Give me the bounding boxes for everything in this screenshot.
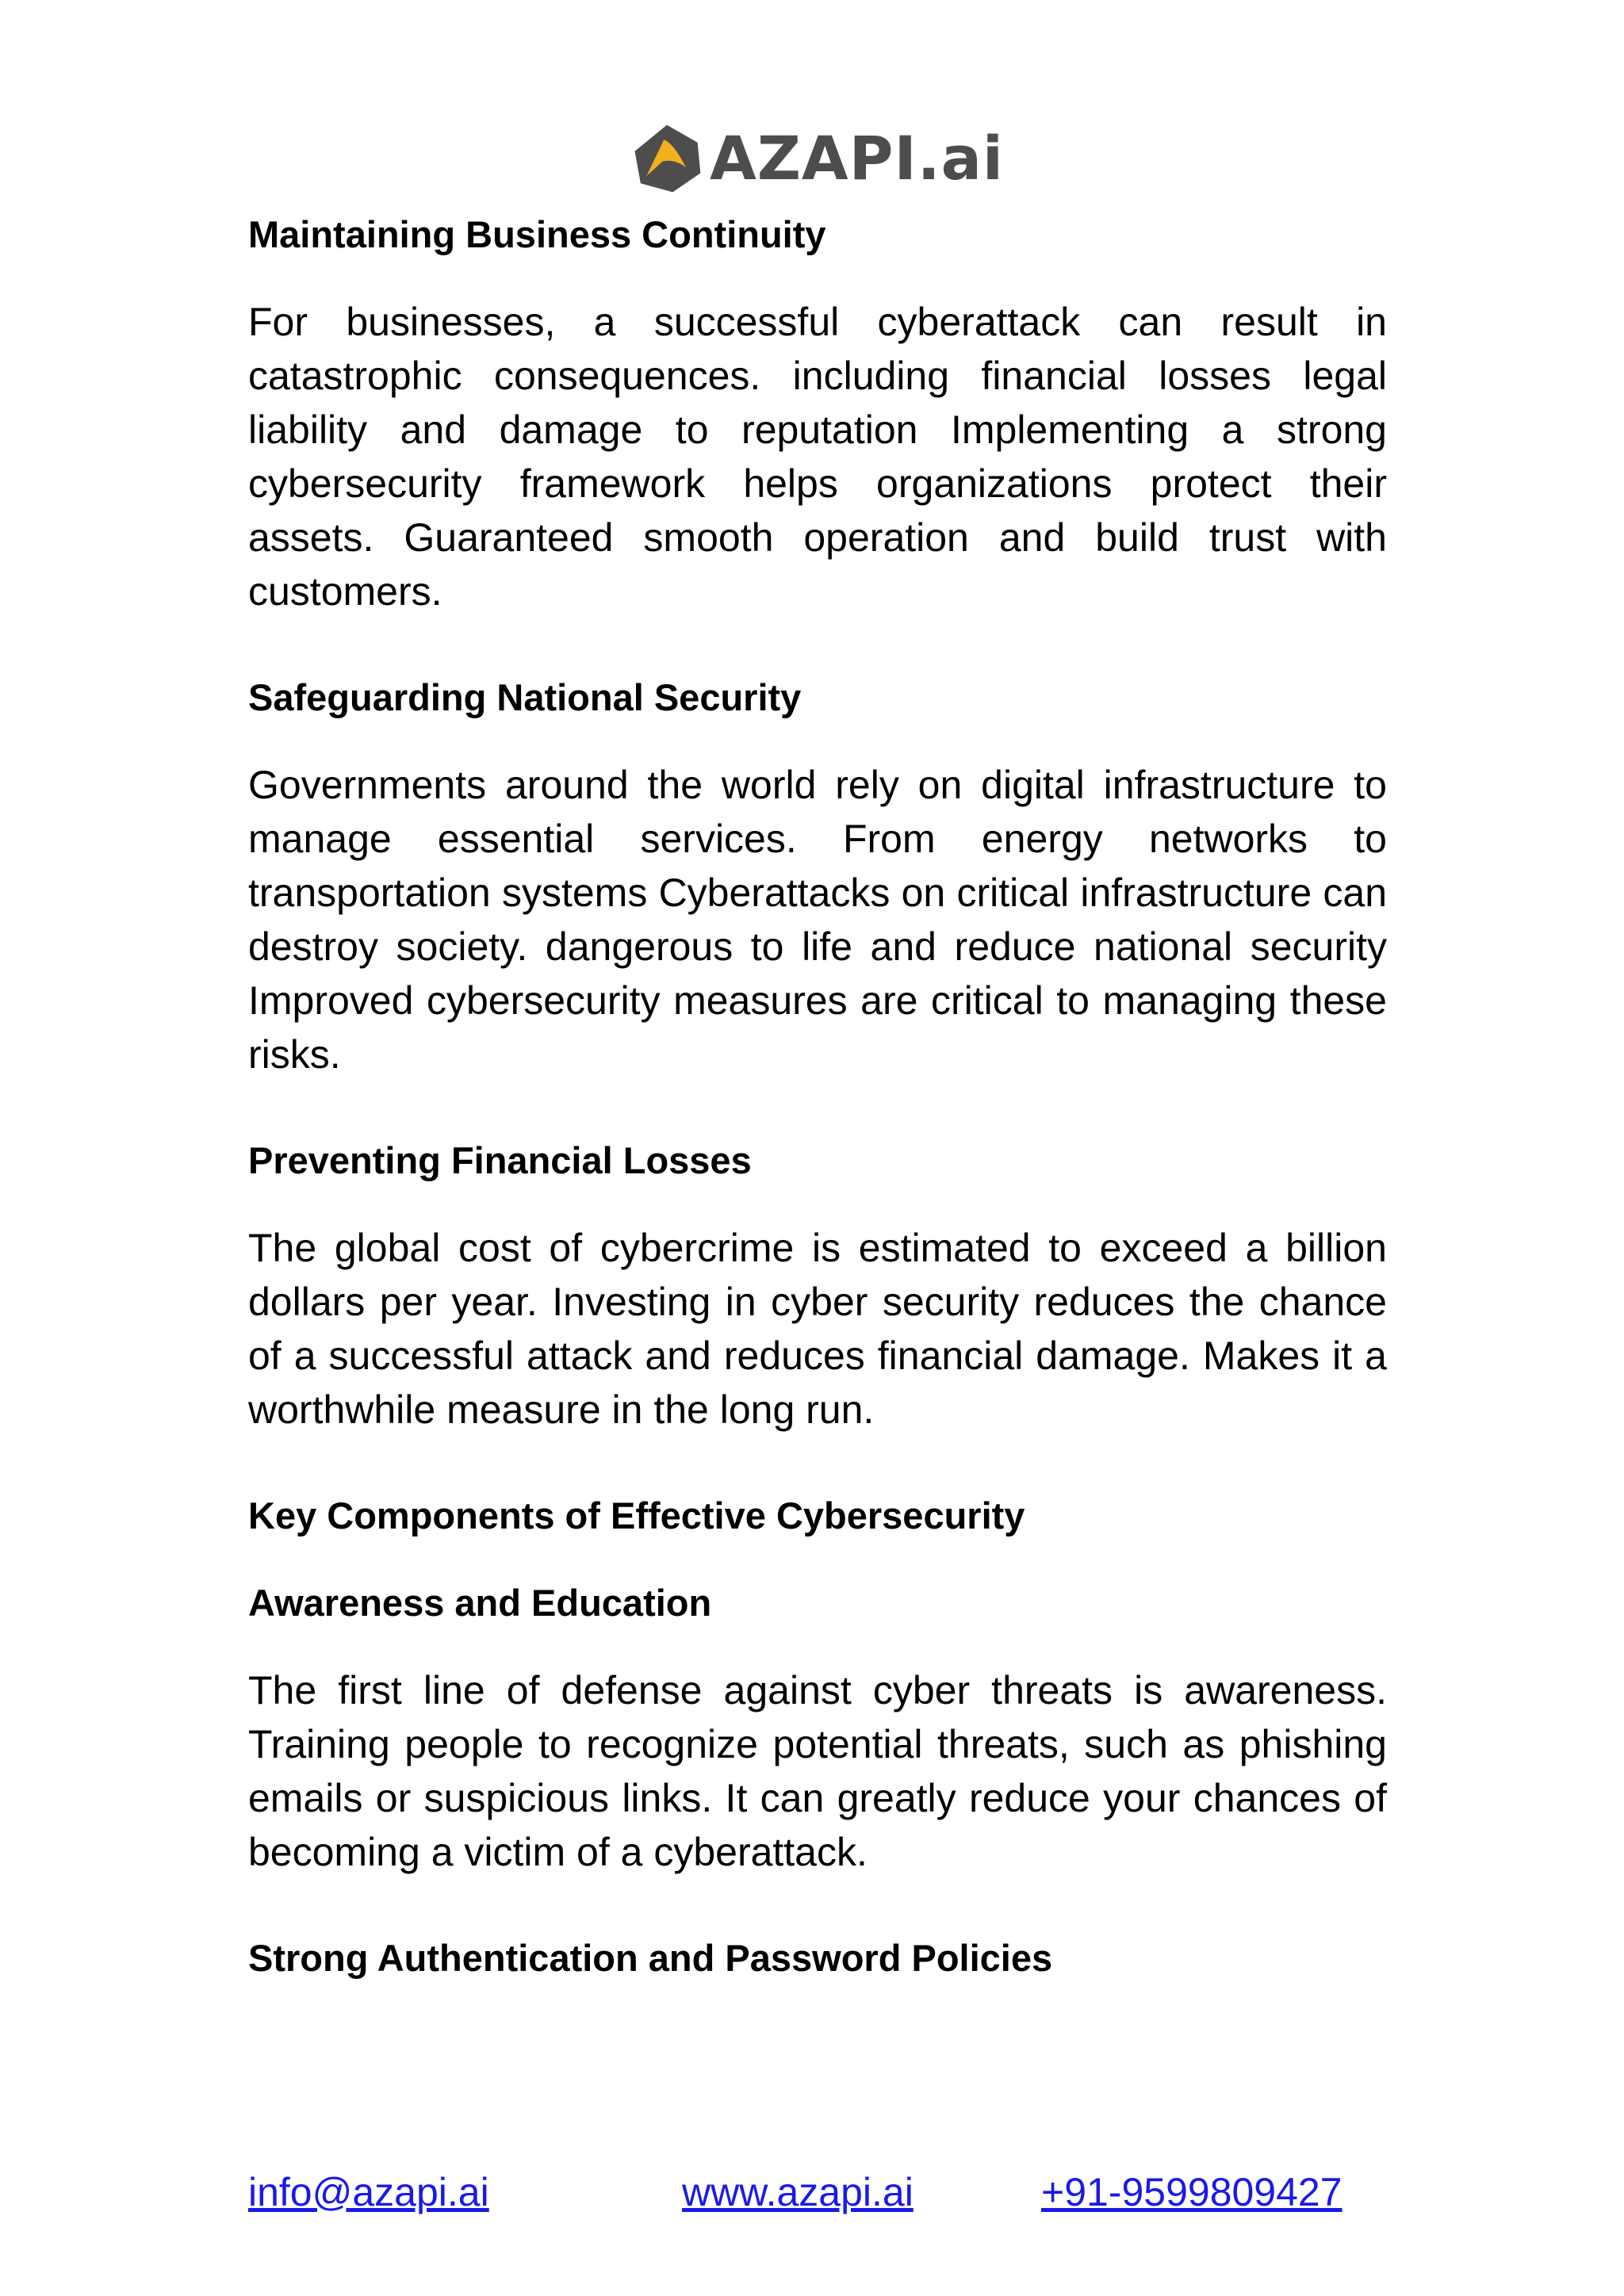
page-footer bbox=[0, 2164, 1624, 2228]
section-body-financial-losses: The global cost of cybercrime is estimated to exceed a billion dollars per year. Investing in cyber security reduces the chance of a successful attack and reduces financial damage. Makes it a worthwhile measure in the long run. bbox=[248, 1226, 1387, 1432]
document-body bbox=[248, 208, 1387, 1985]
azapi-logo-icon bbox=[630, 122, 703, 195]
footer-email-link[interactable]: info@azapi.ai bbox=[248, 2170, 489, 2214]
section-heading-financial-losses: Preventing Financial Losses bbox=[248, 1139, 752, 1181]
section-heading-business-continuity: Maintaining Business Continuity bbox=[248, 213, 826, 255]
section-heading-authentication-policies: Strong Authentication and Password Policies bbox=[248, 1937, 1053, 1979]
section-body-business-continuity: For businesses, a successful cyberattack can result in catastrophic consequences. including financial losses legal liability and damage to reputation Implementing a strong cybersecurity framework helps organizations protect their assets. Guaranteed smooth operation and build trust with customers. bbox=[248, 300, 1387, 614]
section-heading-key-components: Key Components of Effective Cybersecurity bbox=[248, 1494, 1025, 1536]
footer-phone-link[interactable]: +91-9599809427 bbox=[1041, 2170, 1342, 2214]
section-heading-national-security: Safeguarding National Security bbox=[248, 676, 802, 718]
footer-website-link[interactable]: www.azapi.ai bbox=[682, 2170, 914, 2214]
brand-logo bbox=[630, 119, 1004, 198]
brand-logo-text: AZAPI.ai bbox=[710, 123, 1004, 193]
section-body-awareness-education: The first line of defense against cyber threats is awareness. Training people to recognize potential threats, such as phishing emails or suspicious links. It can greatly reduce your chances of becoming a victim of a cyberattack. bbox=[248, 1668, 1387, 1874]
section-heading-awareness-education: Awareness and Education bbox=[248, 1582, 712, 1624]
section-body-national-security: Governments around the world rely on digital infrastructure to manage essential services. From energy networks to transportation systems Cyberattacks on critical infrastructure can destroy society. dangerous to life and reduce national security Improved cybersecurity measures are critical to managing these risks. bbox=[248, 763, 1387, 1077]
